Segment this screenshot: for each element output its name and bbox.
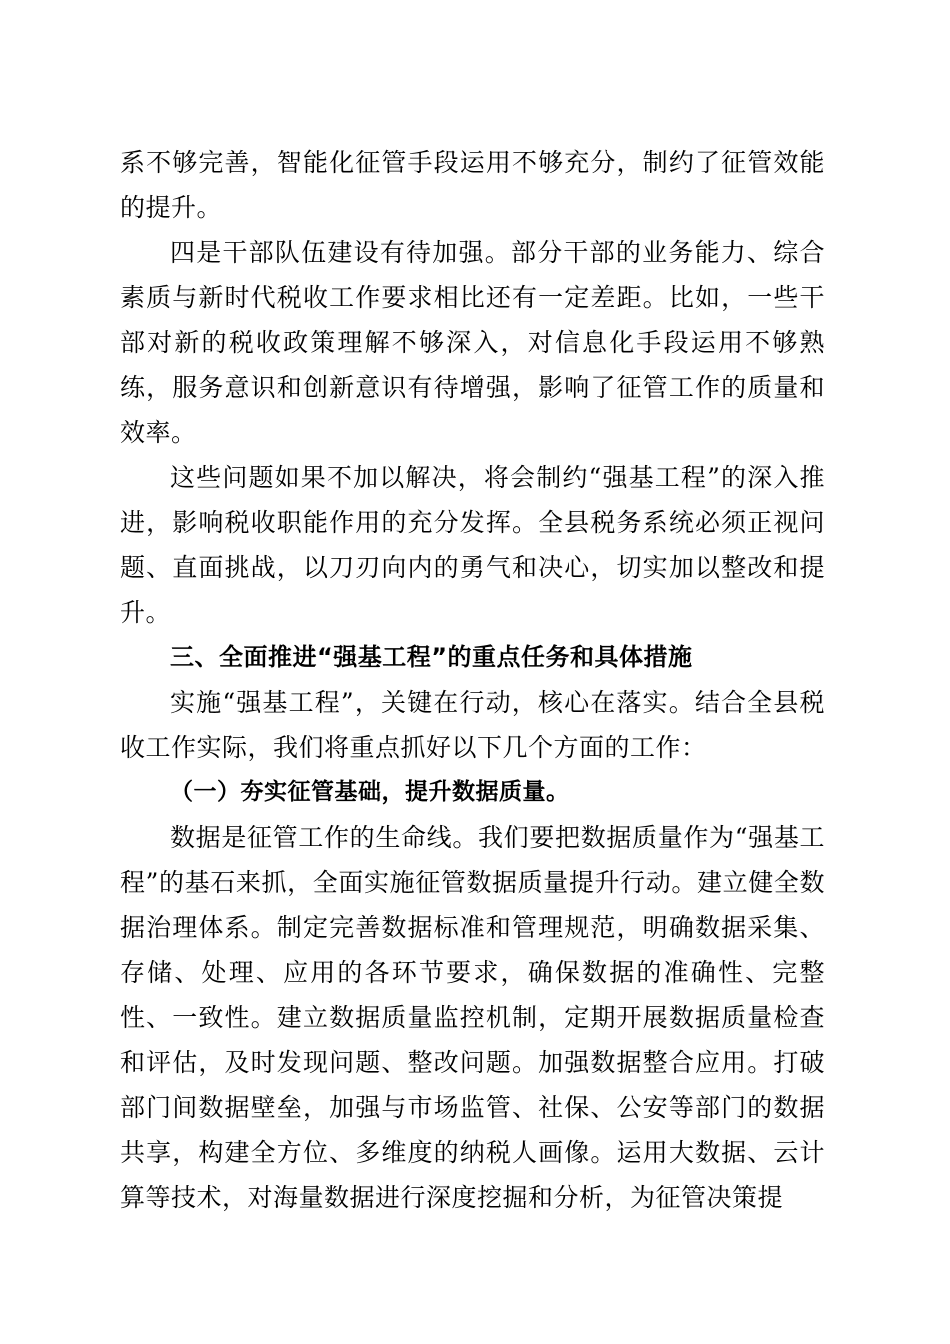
- document-body: [120, 140, 825, 1220]
- paragraph-data-quality: 数据是征管工作的生命线。我们要把数据质量作为“强基工程”的基石来抓，全面实施征管数据质量提升行动。建立健全数据治理体系。制定完善数据标准和管理规范，明确数据采集、存储、处理、应用的各环节要求，确保数据的准确性、完整性、一致性。建立数据质量监控机制，定期开展数据质量检查和评估，及时发现问题、整改问题。加强数据整合应用。打破部门间数据壁垒，加强与市场监管、社保、公安等部门的数据共享，构建全方位、多维度的纳税人画像。运用大数据、云计算等技术，对海量数据进行深度挖掘和分析，为征管决策提: [120, 823, 825, 1212]
- section-heading: 三、全面推进“强基工程”的重点任务和具体措施: [170, 643, 693, 671]
- paragraph-implementation: 实施“强基工程”，关键在行动，核心在落实。结合全县税收工作实际，我们将重点抓好以下几个方面的工作：: [120, 688, 825, 762]
- paragraph-continued: 系不够完善，智能化征管手段运用不够充分，制约了征管效能的提升。: [120, 148, 825, 222]
- subsection-heading: （一）夯实征管基础，提升数据质量。: [170, 779, 570, 805]
- paragraph-problems-summary: 这些问题如果不加以解决，将会制约“强基工程”的深入推进，影响税收职能作用的充分发挥。全县税务系统必须正视问题、直面挑战，以刀刃向内的勇气和决心，切实加以整改和提升。: [120, 463, 825, 627]
- paragraph-cadre-team: 四是干部队伍建设有待加强。部分干部的业务能力、综合素质与新时代税收工作要求相比还有一定差距。比如，一些干部对新的税收政策理解不够深入，对信息化手段运用不够熟练，服务意识和创新意识有待增强，影响了征管工作的质量和效率。: [120, 238, 825, 447]
